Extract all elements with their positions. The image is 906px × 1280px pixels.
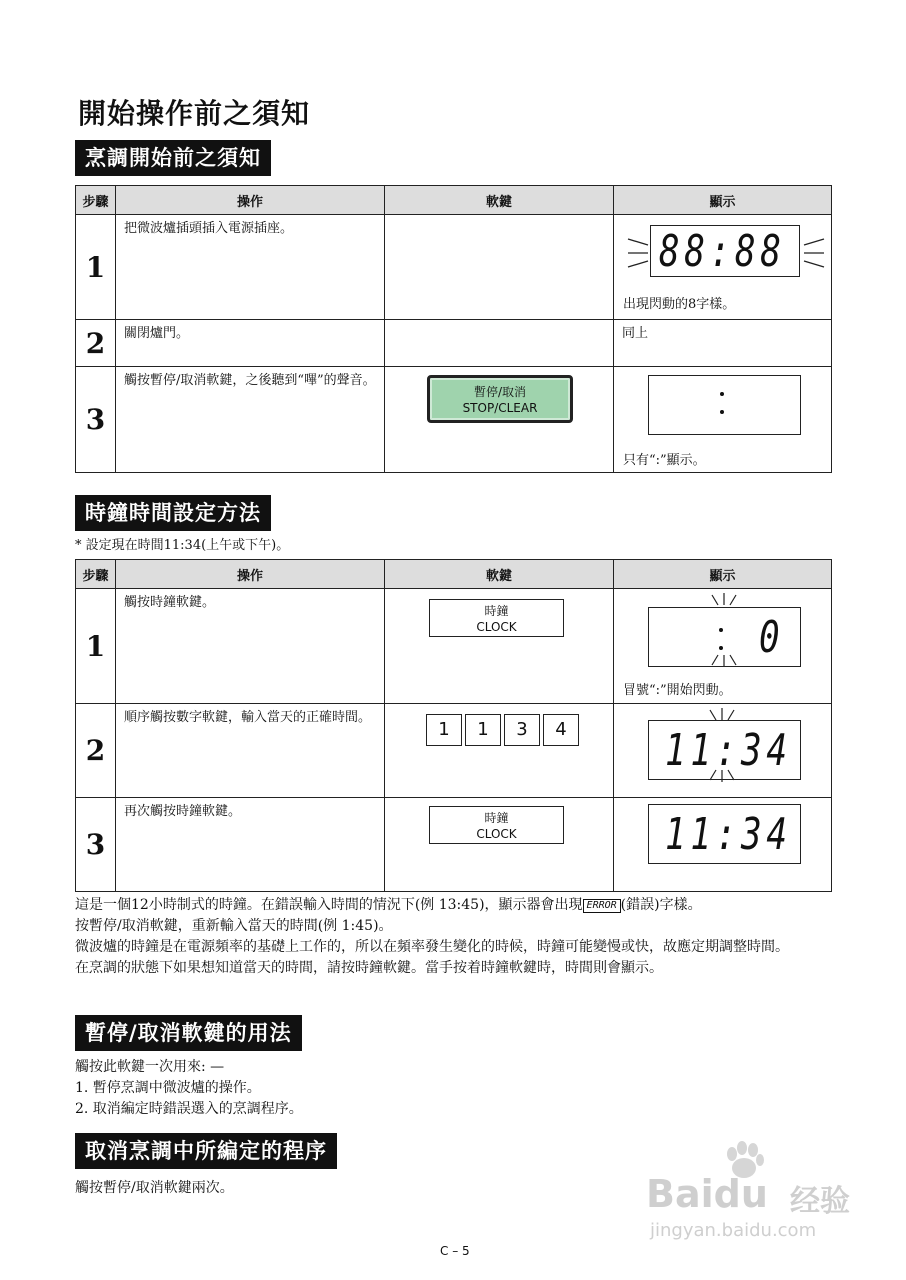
display-cell [614,367,832,473]
paragraph-line [75,895,835,916]
display-cell [614,798,832,892]
table-row [76,215,832,320]
section-heading-cancel-program: 取消烹調中所編定的程序 [75,1133,337,1169]
display-cell [614,215,832,320]
col-header-key: 軟鍵 [385,560,614,589]
watermark [640,1140,870,1250]
key-label-en: STOP/CLEAR [462,401,538,415]
lcd-display [648,375,801,435]
stop-clear-key[interactable] [427,375,573,423]
flash-lines-icon [626,225,826,281]
usage-line: 觸按此軟鍵一次用來: — [75,1059,225,1075]
col-header-display: 顯示 [614,560,832,589]
display-caption: 出現閃動的8字樣。 [623,297,736,312]
step-number: 2 [76,320,116,367]
step-number: 3 [76,798,116,892]
watermark-brand: Baidu [646,1172,768,1216]
key-label-cn: 時鐘 [484,604,509,618]
colon-dot [720,410,724,414]
page-title: 開始操作前之須知 [78,97,311,130]
watermark-cn: 经验 [790,1184,850,1219]
usage-line: 1. 暫停烹調中微波爐的操作。 [75,1080,261,1096]
key-cell [385,704,614,798]
section-heading-stop-clear: 暫停/取消軟鍵的用法 [75,1015,302,1051]
key-label-en: CLOCK [476,827,517,841]
operation-text: 把微波爐插頭插入電源插座。 [116,215,385,320]
lcd-digits: 11:34 [665,809,792,860]
display-caption: 同上 [614,320,832,367]
operation-text: 觸按時鐘軟鍵。 [116,589,385,704]
watermark-url: jingyan.baidu.com [650,1220,817,1241]
stop-clear-usage [75,1057,303,1120]
key-label-en: CLOCK [476,620,517,634]
paragraph-line: 在烹調的狀態下如果想知道當天的時間，請按時鐘軟鍵。當手按着時鐘軟鍵時，時間則會顯示。 [75,960,663,976]
flash-lines-icon [702,708,742,784]
step-number: 1 [76,215,116,320]
step-number: 3 [76,367,116,473]
number-key-1[interactable]: 1 [426,714,462,746]
steps-table-clock-setting [75,559,832,892]
display-cell [614,704,832,798]
key-cell [385,798,614,892]
colon-dot [720,392,724,396]
section-heading-clock-setting: 時鐘時間設定方法 [75,495,271,531]
error-indicator: ERROR [583,899,621,913]
page-number: C – 5 [440,1244,470,1258]
cancel-program-text: 觸按暫停/取消軟鍵兩次。 [75,1180,234,1196]
lcd-display [648,804,801,864]
clock-key[interactable] [429,599,564,637]
display-cell [614,589,832,704]
step-number: 1 [76,589,116,704]
steps-table-before-cooking [75,185,832,473]
operation-text: 關閉爐門。 [116,320,385,367]
key-label-cn: 時鐘 [484,811,509,825]
table-row [76,704,832,798]
display-caption: 冒號“:”開始閃動。 [623,683,732,698]
operation-text: 觸按暫停/取消軟鍵，之後聽到“嗶”的聲音。 [116,367,385,473]
col-header-operation: 操作 [116,560,385,589]
key-cell [385,589,614,704]
flash-lines-icon [704,593,744,669]
table-row [76,798,832,892]
table-row [76,589,832,704]
step-number: 2 [76,704,116,798]
key-cell [385,320,614,367]
key-cell [385,367,614,473]
key-cell [385,215,614,320]
col-header-step: 步驟 [76,560,116,589]
key-label-cn: 暫停/取消 [473,385,527,399]
operation-text: 再次觸按時鐘軟鍵。 [116,798,385,892]
clock-key[interactable] [429,806,564,844]
table-row [76,320,832,367]
paragraph-text: 這是一個12小時制式的時鐘。在錯誤輸入時間的情況下(例 13:45)，顯示器會出現 [75,897,583,913]
display-caption: 只有“:”顯示。 [623,453,706,468]
col-header-operation: 操作 [116,186,385,215]
number-key-3[interactable]: 3 [504,714,540,746]
paragraph-text: (錯誤)字樣。 [620,897,702,913]
usage-line: 2. 取消編定時錯誤選入的烹調程序。 [75,1101,303,1117]
lcd-digits: 0 [759,612,785,663]
col-header-display: 顯示 [614,186,832,215]
col-header-key: 軟鍵 [385,186,614,215]
table-row [76,367,832,473]
paragraph-line: 微波爐的時鐘是在電源頻率的基礎上工作的，所以在頻率發生變化的時候，時鐘可能變慢或快，故應定期調整時間。 [75,939,789,955]
lcd-digits: 88:88 [659,226,786,277]
operation-text: 順序觸按數字軟鍵，輸入當天的正確時間。 [116,704,385,798]
number-key-1[interactable]: 1 [465,714,501,746]
number-key-4[interactable]: 4 [543,714,579,746]
paragraph-line: 按暫停/取消軟鍵，重新輸入當天的時間(例 1:45)。 [75,918,393,934]
section-heading-before-cooking: 烹調開始前之須知 [75,140,271,176]
lcd-digits: 11:34 [665,725,792,776]
col-header-step: 步驟 [76,186,116,215]
clock-explanation [75,895,835,979]
clock-note: * 設定現在時間11:34(上午或下午)。 [75,538,290,553]
